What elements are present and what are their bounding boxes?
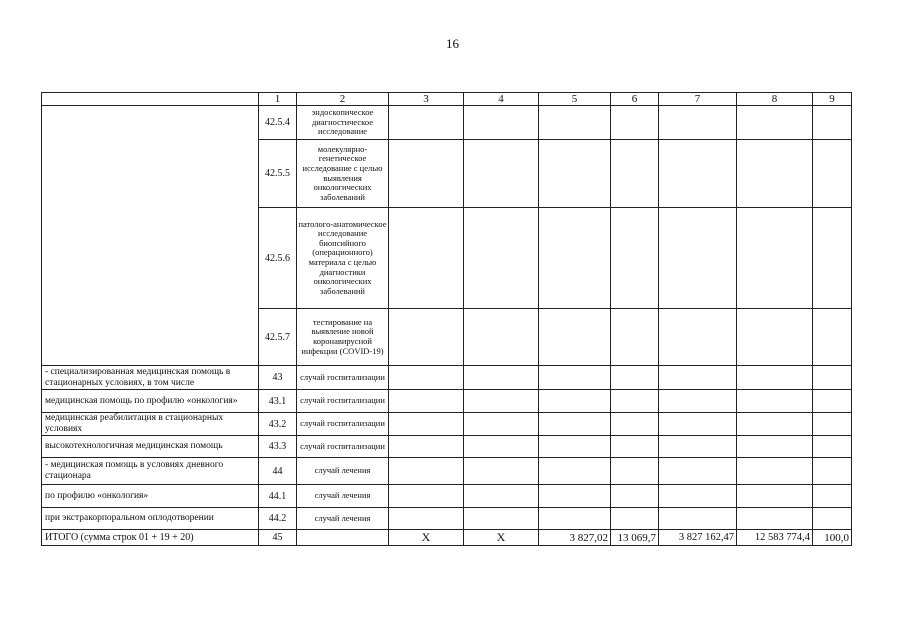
cell (611, 140, 659, 208)
table-row (42, 508, 852, 530)
cell (813, 309, 852, 366)
cell (539, 366, 611, 390)
cell (389, 485, 464, 508)
row-unit: случай лечения (297, 508, 389, 530)
header-cell: 5 (539, 93, 611, 106)
total-cell: 3 827,02 (539, 530, 611, 546)
cell (389, 413, 464, 436)
cell (737, 106, 813, 140)
cell (539, 106, 611, 140)
cell (813, 208, 852, 309)
row-code: 42.5.5 (259, 140, 297, 208)
header-cell: 3 (389, 93, 464, 106)
total-row (42, 530, 852, 546)
header-cell: 9 (813, 93, 852, 106)
cell (659, 140, 737, 208)
cell (464, 413, 539, 436)
total-cell: 100,0 (813, 530, 852, 546)
cell (539, 208, 611, 309)
row-unit: случай госпитализации (297, 390, 389, 413)
total-cell-x: X (389, 530, 464, 546)
cell (659, 508, 737, 530)
cell (464, 309, 539, 366)
row-unit: случай лечения (297, 485, 389, 508)
cell (389, 458, 464, 485)
cell (389, 140, 464, 208)
cell (659, 436, 737, 458)
row-name: высокотехнологичная медицинская помощь (42, 436, 259, 458)
table-row (42, 413, 852, 436)
cell (813, 140, 852, 208)
cell (539, 508, 611, 530)
total-cell: 12 583 774,4 (737, 530, 813, 546)
row-unit: случай госпитализации (297, 436, 389, 458)
row-code: 42.5.4 (259, 106, 297, 140)
row-unit: случай госпитализации (297, 366, 389, 390)
row-name: медицинская помощь по профилю «онкология» (42, 390, 259, 413)
cell (389, 106, 464, 140)
cell (464, 366, 539, 390)
page-number: 16 (446, 36, 459, 51)
row-unit: случай госпитализации (297, 413, 389, 436)
row-name: при экстракорпоральном оплодотворении (42, 508, 259, 530)
cell (737, 208, 813, 309)
cell (737, 485, 813, 508)
table-row (42, 458, 852, 485)
cell (539, 309, 611, 366)
cell (813, 458, 852, 485)
cell (389, 366, 464, 390)
total-cell: 3 827 162,47 (659, 530, 737, 546)
cell (813, 366, 852, 390)
total-code: 45 (259, 530, 297, 546)
cell (611, 485, 659, 508)
cell (737, 390, 813, 413)
cell (813, 106, 852, 140)
cell (611, 436, 659, 458)
header-cell: 6 (611, 93, 659, 106)
cell (659, 106, 737, 140)
cell (539, 485, 611, 508)
header-cell: 7 (659, 93, 737, 106)
total-name: ИТОГО (сумма строк 01 + 19 + 20) (42, 530, 259, 546)
cell (389, 309, 464, 366)
cell (389, 390, 464, 413)
cell (611, 508, 659, 530)
cell (659, 390, 737, 413)
header-cell: 8 (737, 93, 813, 106)
cell (659, 366, 737, 390)
header-row (42, 93, 852, 106)
cell (659, 485, 737, 508)
cell (659, 413, 737, 436)
row-code: 43.2 (259, 413, 297, 436)
header-cell: 2 (297, 93, 389, 106)
cell (539, 140, 611, 208)
data-table (41, 92, 852, 546)
row-unit: молекулярно-генетическое исследование с целью выявления онкологических заболеваний (297, 140, 389, 208)
cell (611, 458, 659, 485)
cell (737, 309, 813, 366)
row-name (42, 106, 259, 366)
row-code: 42.5.7 (259, 309, 297, 366)
total-cell: 13 069,7 (611, 530, 659, 546)
row-unit: эндоскопическое диагностическое исследование (297, 106, 389, 140)
row-code: 43 (259, 366, 297, 390)
cell (737, 413, 813, 436)
table-row (42, 485, 852, 508)
header-cell: 1 (259, 93, 297, 106)
cell (539, 458, 611, 485)
cell (813, 485, 852, 508)
cell (464, 208, 539, 309)
cell (611, 106, 659, 140)
cell (464, 436, 539, 458)
cell (737, 458, 813, 485)
row-code: 44 (259, 458, 297, 485)
cell (389, 508, 464, 530)
cell (539, 413, 611, 436)
row-unit: случай лечения (297, 458, 389, 485)
cell (659, 208, 737, 309)
cell (464, 140, 539, 208)
total-cell-x: X (464, 530, 539, 546)
row-code: 44.2 (259, 508, 297, 530)
cell (611, 208, 659, 309)
cell (737, 140, 813, 208)
header-cell-blank (42, 93, 259, 106)
cell (813, 508, 852, 530)
row-code: 43.3 (259, 436, 297, 458)
table-row (42, 390, 852, 413)
row-code: 44.1 (259, 485, 297, 508)
row-unit: тестирование на выявление новой коронавирусной инфекции (COVID-19) (297, 309, 389, 366)
table-row (42, 366, 852, 390)
row-name: - специализированная медицинская помощь в стационарных условиях, в том числе (42, 366, 259, 390)
row-code: 43.1 (259, 390, 297, 413)
row-name: по профилю «онкология» (42, 485, 259, 508)
cell (611, 413, 659, 436)
cell (464, 508, 539, 530)
cell (813, 436, 852, 458)
cell (539, 390, 611, 413)
row-name: медицинская реабилитация в стационарных условиях (42, 413, 259, 436)
table-row (42, 106, 852, 140)
row-code: 42.5.6 (259, 208, 297, 309)
cell (737, 508, 813, 530)
cell (464, 106, 539, 140)
cell (464, 458, 539, 485)
table-row (42, 436, 852, 458)
cell (611, 309, 659, 366)
cell (737, 366, 813, 390)
total-unit (297, 530, 389, 546)
row-unit: патолого-анатомическое исследование биопсийного (операционного) материала с целью диагностики онкологических заболеваний (297, 208, 389, 309)
cell (464, 485, 539, 508)
cell (659, 309, 737, 366)
cell (464, 390, 539, 413)
cell (737, 436, 813, 458)
cell (389, 208, 464, 309)
cell (813, 413, 852, 436)
cell (813, 390, 852, 413)
cell (539, 436, 611, 458)
cell (389, 436, 464, 458)
header-cell: 4 (464, 93, 539, 106)
row-name: - медицинская помощь в условиях дневного стационара (42, 458, 259, 485)
cell (611, 366, 659, 390)
cell (611, 390, 659, 413)
cell (659, 458, 737, 485)
